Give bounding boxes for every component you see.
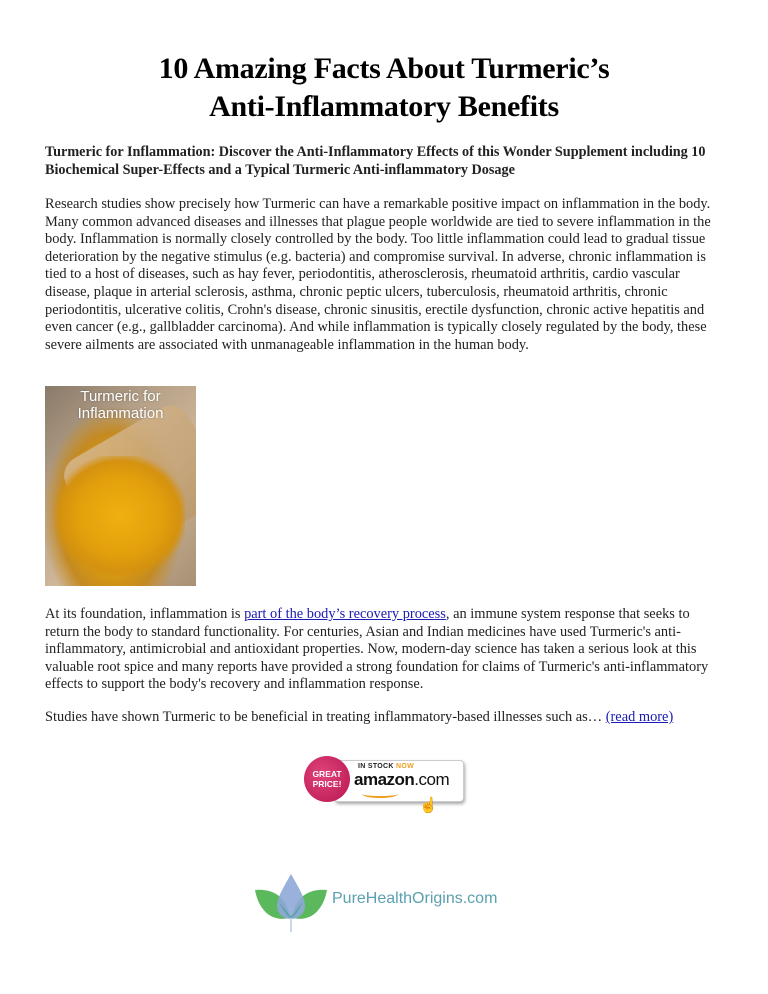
document-title xyxy=(0,50,768,126)
amazon-buy-button[interactable] xyxy=(304,754,464,816)
foundation-paragraph: At its foundation, inflammation is part of the body’s recovery process, an immune system response that seeks to return the body to standard functionality. For centuries, Asian and Indian medicines have used Turmeric's anti-inflammatory, antimicrobial and antioxidant properties. Now, modern-day science has taken a serious look at this valuable root spice and many reports have provided a strong foundation for claims of Turmeric's anti-inflammatory effects to support the body's recovery and inflammation response. xyxy=(45,606,709,693)
image-caption: Turmeric for Inflammation xyxy=(77,388,164,422)
pointing-hand-icon: ☝ xyxy=(419,798,438,814)
great-price-badge: GREAT PRICE! xyxy=(304,756,350,802)
title-line-2: Anti-Inflammatory Benefits xyxy=(209,90,559,123)
purehealthorigins-logo xyxy=(253,872,523,934)
logo-text: PureHealthOrigins.com xyxy=(332,890,498,907)
in-stock-label: IN STOCK NOW xyxy=(358,763,414,770)
amazon-logo: amazon.com xyxy=(354,770,450,789)
recovery-process-link[interactable]: part of the body’s recovery process xyxy=(244,606,446,622)
document-subtitle: Turmeric for Inflammation: Discover the Anti-Inflammatory Effects of this Wonder Supplement including 10 Biochemical Super-Effects and a Typical Turmeric Anti-inflammatory Dosage xyxy=(45,144,706,178)
turmeric-powder xyxy=(55,456,185,576)
title-line-1: 10 Amazing Facts About Turmeric’s xyxy=(158,52,610,85)
studies-paragraph: Studies have shown Turmeric to be beneficial in treating inflammatory-based illnesses such as… (read more) xyxy=(45,709,674,725)
amazon-smile-icon xyxy=(362,790,398,798)
turmeric-image xyxy=(45,386,196,586)
leaf-drop-icon xyxy=(253,872,329,934)
intro-paragraph: Research studies show precisely how Turmeric can have a remarkable positive impact on inflammation in the body. Many common advanced diseases and illnesses that plague people worldwide are tied to severe inflammation in the body. Inflammation is normally closely controlled by the body. Too little inflammation could lead to gradual tissue deterioration by the negative stimulus (e.g. bacteria) and compromise survival. In adverse, chronic inflammation is tied to a host of diseases, such as hay fever, periodontitis, atherosclerosis, rheumatoid arthritis, cardio vascular disease, plaque in arterial sclerosis, asthma, chronic peptic ulcers, tuberculosis, rheumatoid arthritis, chronic periodontitis, ulcerative colitis, Crohn's disease, chronic sinusitis, erectile dysfunction, chronic active hepatitis and even cancer (e.g., gallbladder carcinoma). And while inflammation is typically closely regulated by the body, these severe ailments are associated with unmanageable inflammation in the human body. xyxy=(45,196,711,353)
read-more-link[interactable]: (read more) xyxy=(605,709,674,725)
